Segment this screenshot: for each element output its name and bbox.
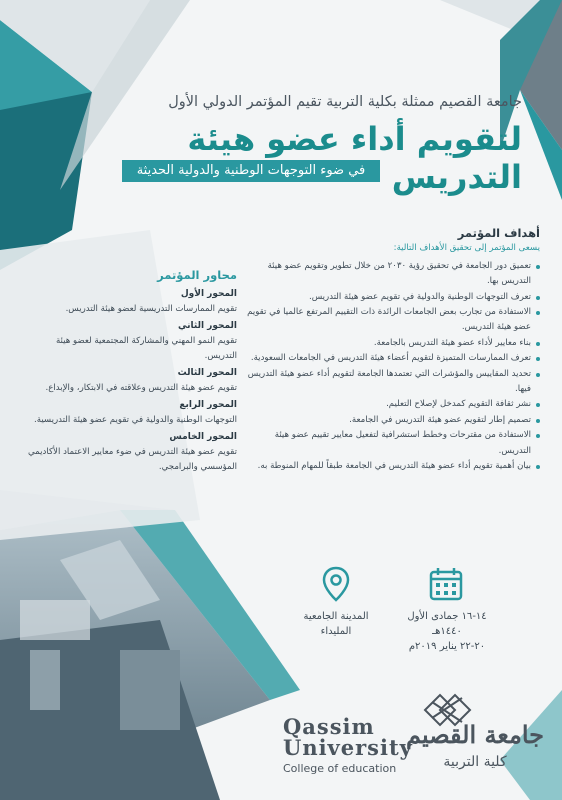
venue-block: [288, 609, 384, 639]
axis-text: تقويم الممارسات التدريسية لعضو هيئة التدريس.: [65, 304, 237, 314]
axis-title: المحور الرابع: [179, 400, 237, 410]
goals-intro: يسعى المؤتمر إلى تحقيق الأهداف التالية:: [393, 243, 540, 254]
goal-item: بناء معايير لأداء عضو هيئة التدريس بالجامعة.: [240, 336, 540, 351]
date-block: [392, 609, 502, 654]
logo-en-line1: Qassim: [283, 714, 375, 739]
logo-en-line2: University: [283, 735, 413, 760]
venue-line1: المدينة الجامعية: [303, 611, 369, 622]
goal-item: نشر ثقافة التقويم كمدخل لإصلاح التعليم.: [240, 397, 540, 412]
axis-text: تقويم عضو هيئة التدريس في ضوء معايير الاعتماد الأكاديمي المؤسسي والبرامجي.: [27, 447, 237, 472]
venue-line2: المليداء: [320, 626, 352, 637]
goal-item: الاستفادة من مقترحات وخطط استشرافية لتفعيل معايير تقييم عضو هيئة التدريس.: [240, 428, 540, 459]
axes-section: [27, 268, 237, 475]
goal-item: تعرف الممارسات المتميزة لتقويم أعضاء هيئة التدريس في الجامعات السعودية.: [240, 351, 540, 366]
axis-text: التوجهات الوطنية والدولية في تقويم عضو هيئة التدريسية.: [33, 415, 237, 425]
goals-section: [240, 226, 540, 475]
goals-heading: أهداف المؤتمر: [457, 226, 540, 240]
date-hijri: ١٤-١٦ جمادى الأول ١٤٤٠هـ: [407, 611, 487, 637]
goal-item: تحديد المقاييس والمؤشرات التي تعتمدها الجامعة لتقويم أداء عضو هيئة التدريس فيها.: [240, 367, 540, 398]
axis-text: تقويم النمو المهني والمشاركة المجتمعية لعضو هيئة التدريس.: [55, 336, 237, 361]
axis-title: المحور الخامس: [169, 432, 237, 442]
goal-item: الاستفادة من تجارب بعض الجامعات الرائدة ذات التقييم المرتفع عالميا في تقويم عضو هيئة التدريس.: [240, 305, 540, 336]
calendar-icon: [428, 566, 464, 602]
goal-item: بيان أهمية تقويم أداء عضو هيئة التدريس في الجامعة طبقاً للمهام المنوطة به.: [240, 459, 540, 474]
college-arabic-logo: [400, 722, 550, 770]
qassim-university-logo: [283, 714, 413, 775]
axis-text: تقويم عضو هيئة التدريس وعلاقته في الابتكار، والإبداع.: [45, 383, 237, 393]
goal-item: تعرف التوجهات الوطنية والدولية في تقويم عضو هيئة التدريس.: [240, 290, 540, 305]
axes-heading: محاور المؤتمر: [157, 268, 237, 282]
conference-subtitle: في ضوء التوجهات الوطنية والدولية الحديثة: [122, 160, 380, 182]
goals-list: [240, 259, 540, 475]
axis-title: المحور الأول: [180, 289, 237, 299]
date-gregorian: ٢٠-٢٢ يناير ٢٠١٩م: [408, 641, 486, 652]
organizer-line: جامعة القصيم ممثلة بكلية التربية تقيم المؤتمر الدولي الأول: [168, 94, 522, 110]
logo-ar-line2: كلية التربية: [443, 754, 507, 770]
axis-title: المحور الثاني: [178, 321, 237, 331]
conference-title: لتقويم أداء عضو هيئة التدريس: [187, 120, 522, 196]
location-pin-icon: [322, 566, 350, 602]
logo-ar-line1: جامعة القصيم: [406, 720, 544, 749]
goal-item: تصميم إطار لتقويم عضو هيئة التدريس في الجامعة.: [240, 413, 540, 428]
axis-title: المحور الثالث: [177, 368, 237, 378]
logo-en-line3: College of education: [283, 762, 397, 775]
goal-item: تعميق دور الجامعة في تحقيق رؤية ٢٠٣٠ من خلال تطوير وتقويم عضو هيئة التدريس بها.: [240, 259, 540, 290]
